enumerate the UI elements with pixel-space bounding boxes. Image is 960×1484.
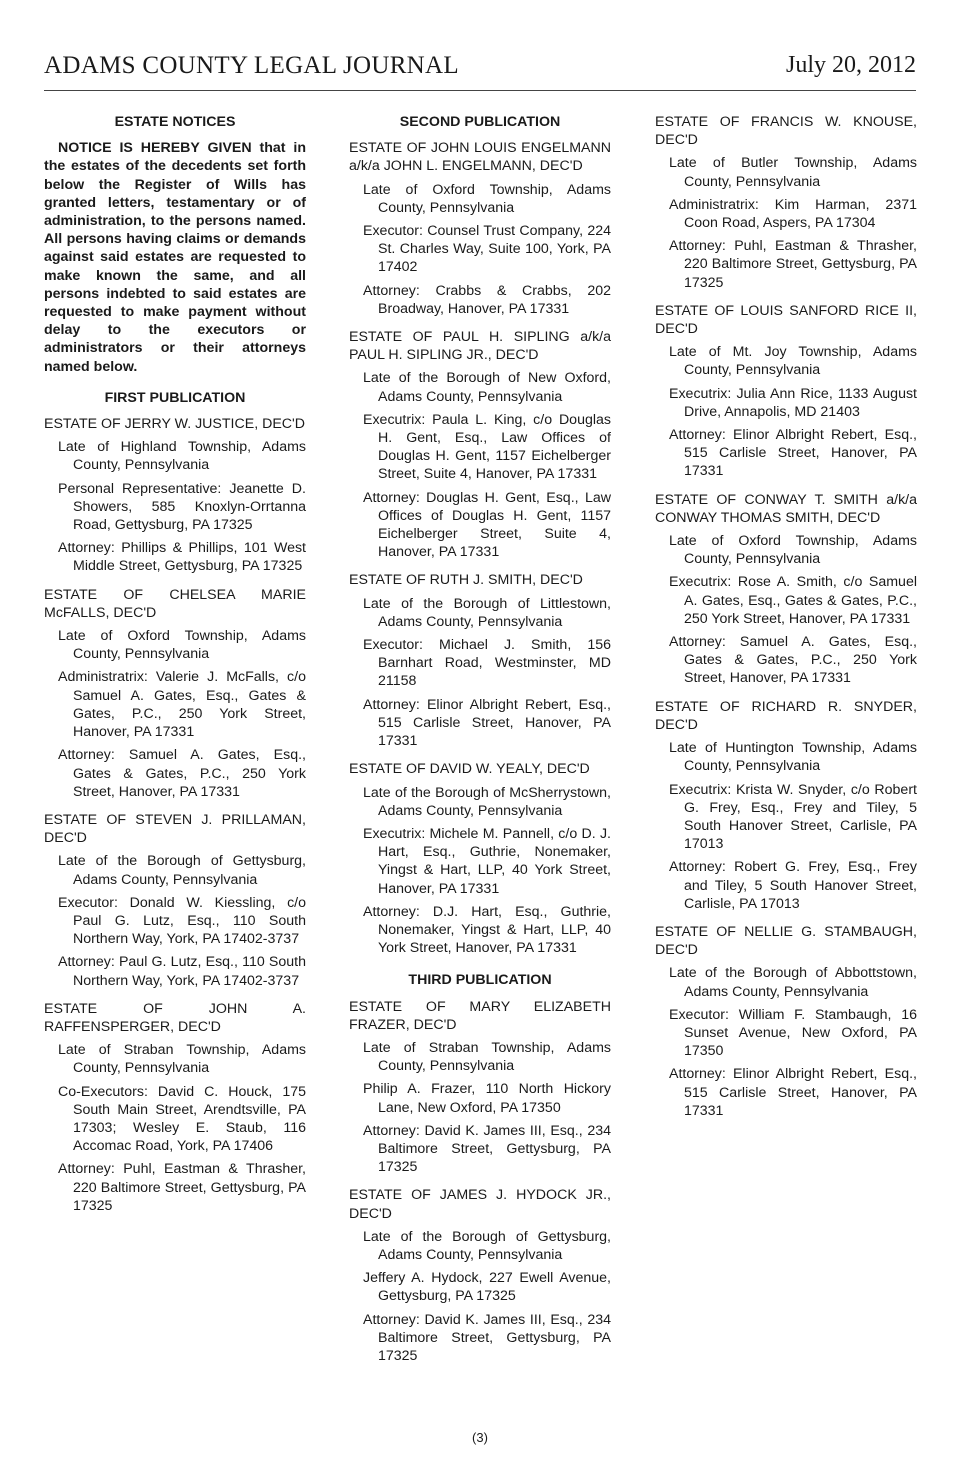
estate-entry [349,571,611,750]
estate-line: Jeffery A. Hydock, 227 Ewell Avenue, Gettysburg, PA 17325 [363,1270,611,1305]
estate-line: Attorney: Puhl, Eastman & Thrasher, 220 Baltimore Street, Gettysburg, PA 17325 [669,238,917,291]
estate-line: Co-Executors: David C. Houck, 175 South Main Street, Arendtsville, PA 17303; Wesley E. Staub, 116 Accomac Road, York, PA 17406 [58,1083,306,1155]
estate-line: Attorney: David K. James III, Esq., 234 Baltimore Street, Gettysburg, PA 17325 [363,1122,611,1176]
estate-title: ESTATE OF JAMES J. HYDOCK JR., DEC'D [349,1187,611,1222]
column-2 [349,113,611,1375]
estate-line: Attorney: Paul G. Lutz, Esq., 110 South Northern Way, York, PA 17402-3737 [58,954,306,989]
estate-line: Late of Oxford Township, Adams County, Pennsylvania [363,181,611,216]
estate-entry [349,998,611,1177]
journal-title: ADAMS COUNTY LEGAL JOURNAL [44,52,459,79]
estate-line: Late of Highland Township, Adams County, Pennsylvania [58,439,306,474]
estate-line: Attorney: Samuel A. Gates, Esq., Gates & Gates, P.C., 250 York Street, Hanover, PA 17331 [669,634,917,687]
section-heading: THIRD PUBLICATION [408,972,552,989]
estate-line: Attorney: Robert G. Frey, Esq., Frey and Tiley, 5 South Hanover Street, Carlisle, PA 17013 [669,859,917,912]
estate-entry [44,415,306,576]
estate-line: Late of Oxford Township, Adams County, Pennsylvania [58,628,306,663]
estate-line: Attorney: Elinor Albright Rebert, Esq., 515 Carlisle Street, Hanover, PA 17331 [669,427,917,480]
estate-title: ESTATE OF MARY ELIZABETH FRAZER, DEC'D [349,998,611,1033]
estate-line: Executrix: Paula L. King, c/o Douglas H. Gent, Esq., Law Offices of Douglas H. Gent, 1157 Eichelberger Street, Suite 4, Hanover, PA 17331 [363,411,611,483]
estate-entry [349,139,611,318]
estate-line: Attorney: D.J. Hart, Esq., Guthrie, Nonemaker, Yingst & Hart, LLP, 40 York Street, Hanover, PA 17331 [363,903,611,957]
estate-line: Late of Butler Township, Adams County, Pennsylvania [669,155,917,190]
estate-title: ESTATE OF JERRY W. JUSTICE, DEC'D [44,416,306,433]
estate-title: ESTATE OF CONWAY T. SMITH a/k/a CONWAY THOMAS SMITH, DEC'D [655,491,917,526]
estate-title: ESTATE OF JOHN A. RAFFENSPERGER, DEC'D [44,1000,306,1035]
estate-line: Executor: Michael J. Smith, 156 Barnhart Road, Westminster, MD 21158 [363,637,611,690]
estate-line: Philip A. Frazer, 110 North Hickory Lane, New Oxford, PA 17350 [363,1081,611,1116]
estate-entry [44,1000,306,1215]
estate-line: Attorney: Puhl, Eastman & Thrasher, 220 Baltimore Street, Gettysburg, PA 17325 [58,1161,306,1214]
estate-line: Late of Straban Township, Adams County, Pennsylvania [58,1042,306,1077]
estate-title: ESTATE OF PAUL H. SIPLING a/k/a PAUL H. SIPLING JR., DEC'D [349,329,611,364]
estate-line: Attorney: David K. James III, Esq., 234 Baltimore Street, Gettysburg, PA 17325 [363,1311,611,1364]
issue-date: July 20, 2012 [785,52,916,78]
estate-line: Attorney: Samuel A. Gates, Esq., Gates & Gates, P.C., 250 York Street, Hanover, PA 17331 [58,747,306,800]
estate-entry [655,698,917,913]
estate-line: Executor: Counsel Trust Company, 224 St. Charles Way, Suite 100, York, PA 17402 [363,223,611,276]
estate-line: Late of Huntington Township, Adams County, Pennsylvania [669,740,917,775]
estate-title: ESTATE OF RUTH J. SMITH, DEC'D [349,572,583,589]
estate-line: Executor: William F. Stambaugh, 16 Sunset Avenue, New Oxford, PA 17350 [669,1006,917,1060]
page-header [44,52,916,91]
estate-line: Late of the Borough of Gettysburg, Adams County, Pennsylvania [58,853,306,888]
estate-line: Personal Representative: Jeanette D. Showers, 585 Knoxlyn-Orrtanna Road, Gettysburg, PA 17325 [58,480,306,534]
estate-title: ESTATE OF CHELSEA MARIE McFALLS, DEC'D [44,586,306,621]
estate-line: Late of the Borough of Abbottstown, Adams County, Pennsylvania [669,965,917,1000]
estate-line: Executrix: Michele M. Pannell, c/o D. J. Hart, Esq., Guthrie, Nonemaker, Yingst & Hart, LLP, 40 York Street, Hanover, PA 17331 [363,825,611,897]
estate-title: ESTATE OF JOHN LOUIS ENGELMANN a/k/a JOHN L. ENGELMANN, DEC'D [349,140,611,175]
estate-title: ESTATE OF RICHARD R. SNYDER, DEC'D [655,698,917,733]
page-number: (3) [472,1430,488,1445]
estate-title: ESTATE OF LOUIS SANFORD RICE II, DEC'D [655,302,917,338]
estate-line: Executrix: Julia Ann Rice, 1133 August Drive, Annapolis, MD 21403 [669,385,917,420]
estate-title: ESTATE OF STEVEN J. PRILLAMAN, DEC'D [44,811,306,847]
estate-line: Late of the Borough of Gettysburg, Adams County, Pennsylvania [363,1228,611,1263]
estate-entry [655,302,917,481]
estate-line: Executrix: Rose A. Smith, c/o Samuel A. Gates, Esq., Gates & Gates, P.C., 250 York Street, Hanover, PA 17331 [669,574,917,627]
section-heading: FIRST PUBLICATION [104,389,246,406]
estate-title: ESTATE OF FRANCIS W. KNOUSE, DEC'D [655,114,917,149]
estate-line: Executor: Donald W. Kiessling, c/o Paul G. Lutz, Esq., 110 South Northern Way, York, PA 17402-3737 [58,894,306,948]
estate-line: Late of the Borough of New Oxford, Adams County, Pennsylvania [363,370,611,405]
estate-title: ESTATE OF DAVID W. YEALY, DEC'D [349,761,590,778]
estate-line: Late of Mt. Joy Township, Adams County, Pennsylvania [669,344,917,379]
estate-line: Late of the Borough of Littlestown, Adams County, Pennsylvania [363,595,611,630]
estate-line: Attorney: Douglas H. Gent, Esq., Law Offices of Douglas H. Gent, 1157 Eichelberger Street, Suite 4, Hanover, PA 17331 [363,489,611,561]
estate-entry [44,811,306,990]
estate-entry [349,760,611,957]
estate-line: Administratrix: Valerie J. McFalls, c/o Samuel A. Gates, Esq., Gates & Gates, P.C., 250 York Street, Hanover, PA 17331 [58,669,306,741]
column-3 [655,113,917,1130]
estate-line: Late of Oxford Township, Adams County, Pennsylvania [669,533,917,568]
section-heading: SECOND PUBLICATION [399,114,561,130]
column-1 [44,113,306,1225]
estate-line: Late of Straban Township, Adams County, Pennsylvania [363,1039,611,1075]
estate-entry [349,328,611,561]
estate-line: Executrix: Krista W. Snyder, c/o Robert G. Frey, Esq., Frey and Tiley, 5 South Hanover Street, Carlisle, PA 17013 [669,781,917,853]
estate-title: ESTATE OF NELLIE G. STAMBAUGH, DEC'D [655,923,917,959]
estate-entry [44,586,306,801]
estate-line: Attorney: Crabbs & Crabbs, 202 Broadway, Hanover, PA 17331 [363,282,611,317]
estate-line: Attorney: Elinor Albright Rebert, Esq., 515 Carlisle Street, Hanover, PA 17331 [669,1066,917,1119]
estate-line: Administratrix: Kim Harman, 2371 Coon Road, Aspers, PA 17304 [669,196,917,232]
estate-notices-heading: ESTATE NOTICES [114,114,236,130]
estate-entry [655,113,917,292]
estate-line: Attorney: Elinor Albright Rebert, Esq., 515 Carlisle Street, Hanover, PA 17331 [363,696,611,750]
notice-intro: NOTICE IS HEREBY GIVEN that in the estates of the decedents set forth below the Register of Wills has granted letters, testamentary or of administration, to the persons named. All persons having claims or demands against said estates are requested to make known the same, and all persons indebted to said estates are requested to make payment without delay to the executors or administrators or their attorneys named below. [44,140,306,375]
estate-entry [655,491,917,688]
estate-line: Attorney: Phillips & Phillips, 101 West Middle Street, Gettysburg, PA 17325 [58,540,306,575]
estate-entry [655,923,917,1120]
estate-line: Late of the Borough of McSherrystown, Adams County, Pennsylvania [363,784,611,819]
estate-entry [349,1186,611,1365]
